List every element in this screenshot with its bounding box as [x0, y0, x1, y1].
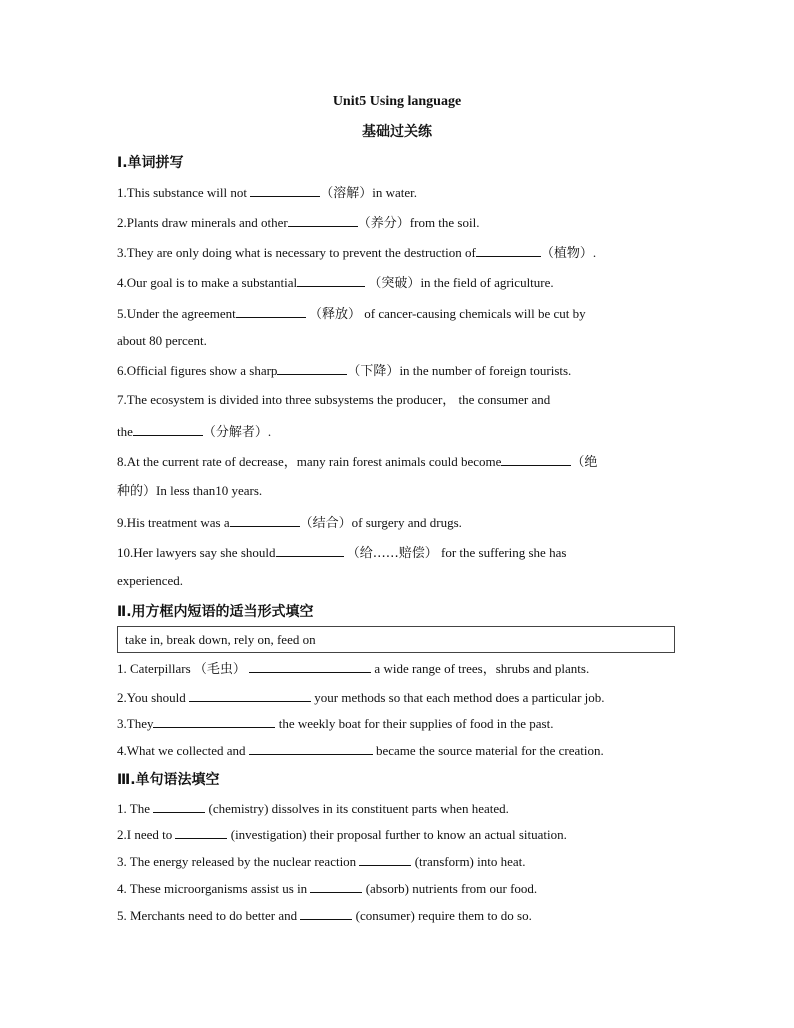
exercise-item-continuation: about 80 percent. [117, 333, 207, 348]
answer-blank[interactable] [250, 184, 320, 197]
phrase-box: take in, break down, rely on, feed on [117, 626, 675, 653]
exercise-item: 1. The (chemistry) dissolves in its constituent parts when heated. [117, 801, 509, 816]
exercise-item: 1. Caterpillars （毛虫） a wide range of trees，shrubs and plants. [117, 661, 590, 677]
answer-blank[interactable] [249, 660, 371, 673]
exercise-item: 2.I need to (investigation) their proposal further to know an actual situation. [117, 827, 567, 842]
answer-blank[interactable] [133, 423, 203, 436]
answer-blank[interactable] [359, 853, 411, 866]
answer-blank[interactable] [300, 907, 352, 920]
exercise-item: 9.His treatment was a （结合）of surgery and drugs. [117, 515, 462, 531]
exercise-item: 8.At the current rate of decrease，many rain forest animals could become （绝 [117, 454, 598, 470]
answer-blank[interactable] [236, 305, 306, 318]
section-heading: Ⅰ.单词拼写 [117, 155, 184, 171]
answer-blank[interactable] [476, 244, 541, 257]
exercise-item: 10.Her lawyers say she should （给……赔偿） for the suffering she has [117, 545, 567, 561]
exercise-item: 3.They are only doing what is necessary to prevent the destruction of （植物）. [117, 245, 597, 261]
exercise-item: 5. Merchants need to do better and (consumer) require them to do so. [117, 908, 532, 923]
exercise-item: 3.They the weekly boat for their supplies of food in the past. [117, 716, 554, 731]
exercise-item: 4.What we collected and became the source material for the creation. [117, 743, 604, 758]
exercise-item: 6.Official figures show a sharp （下降）in the number of foreign tourists. [117, 363, 572, 379]
answer-blank[interactable] [153, 715, 275, 728]
answer-blank[interactable] [249, 742, 373, 755]
exercise-item: 2.You should your methods so that each method does a particular job. [117, 690, 605, 705]
answer-blank[interactable] [230, 514, 300, 527]
answer-blank[interactable] [297, 274, 365, 287]
exercise-item-continuation: 种的）In less than10 years. [117, 483, 263, 499]
exercise-item: 4.Our goal is to make a substantial （突破）in the field of agriculture. [117, 275, 554, 291]
exercise-item: 7.The ecosystem is divided into three subsystems the producer， the consumer and [117, 392, 551, 407]
answer-blank[interactable] [501, 453, 571, 466]
answer-blank[interactable] [153, 800, 205, 813]
page-subtitle: 基础过关练 [362, 124, 432, 140]
section-heading: Ⅱ.用方框内短语的适当形式填空 [117, 604, 314, 620]
answer-blank[interactable] [277, 362, 347, 375]
answer-blank[interactable] [189, 689, 311, 702]
exercise-item: 1.This substance will not （溶解）in water. [117, 185, 418, 201]
section-heading: Ⅲ.单句语法填空 [117, 772, 220, 788]
answer-blank[interactable] [276, 544, 344, 557]
exercise-item: 3. The energy released by the nuclear reaction (transform) into heat. [117, 854, 526, 869]
answer-blank[interactable] [310, 880, 362, 893]
exercise-item: 5.Under the agreement （释放） of cancer-causing chemicals will be cut by [117, 306, 586, 322]
exercise-item-continuation: the （分解者）. [117, 424, 272, 440]
exercise-item: 4. These microorganisms assist us in (absorb) nutrients from our food. [117, 881, 538, 896]
page-title: Unit5 Using language [332, 94, 462, 109]
exercise-item: 2.Plants draw minerals and other （养分）from the soil. [117, 215, 480, 231]
exercise-item-continuation: experienced. [117, 573, 184, 588]
answer-blank[interactable] [175, 826, 227, 839]
answer-blank[interactable] [288, 214, 358, 227]
